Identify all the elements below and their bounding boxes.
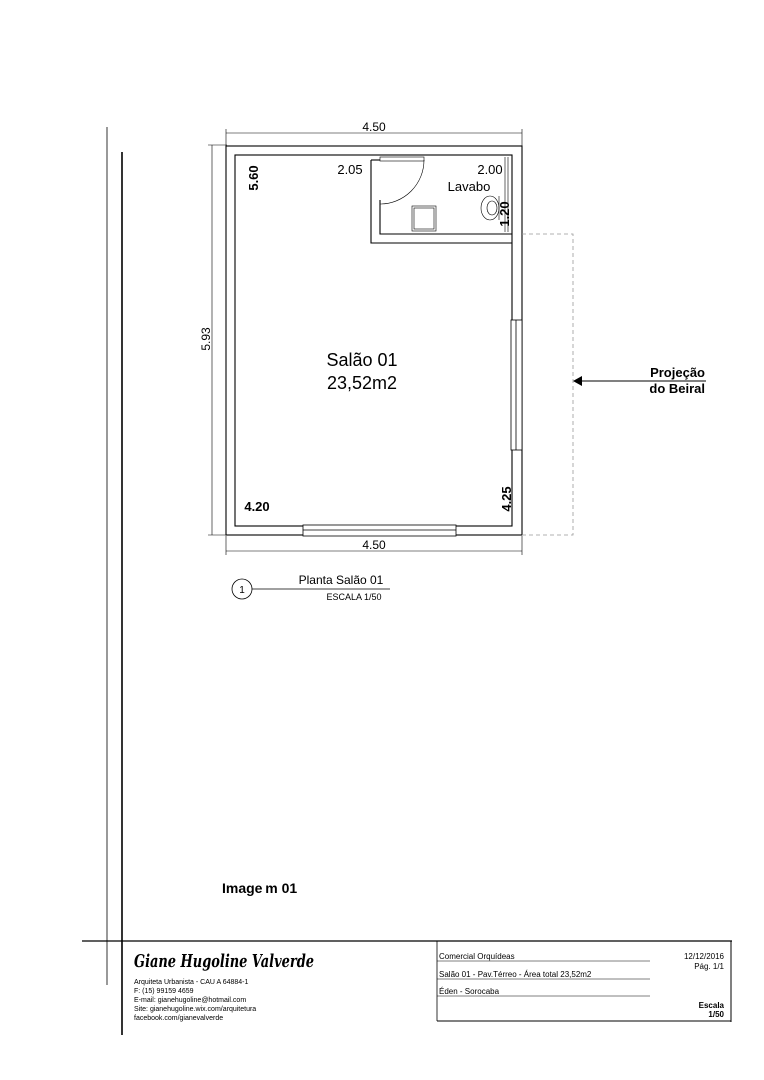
dim-top-label: 4.50	[362, 120, 386, 134]
caption-number: 1	[239, 585, 245, 596]
architect-info-line2: F: (15) 99159 4659	[134, 988, 194, 995]
page-number: Pág. 1/1	[694, 962, 724, 971]
architect-info-line5: facebook.com/gianevalverde	[134, 1015, 224, 1022]
image-label: Image m 01	[222, 880, 298, 896]
room-name: Salão 01	[326, 350, 398, 370]
lavabo-width-label: 1.20	[497, 201, 512, 227]
caption-title: Planta Salão 01	[298, 573, 384, 587]
dim-bottom-label: 4.50	[362, 538, 386, 552]
inner-wall	[235, 155, 512, 526]
dim-left-label: 5.93	[199, 327, 213, 351]
walls	[226, 146, 522, 535]
architect-name: Giane Hugoline Valverde	[134, 951, 314, 972]
sink-cabinet	[412, 206, 436, 231]
project-description: Salão 01 - Pav.Térreo - Área total 23,52m2	[439, 970, 592, 979]
front-window	[303, 525, 456, 536]
architect-info-line4: Site: gianehugoline.wix.com/arquitetura	[134, 1006, 257, 1013]
eave-projection	[522, 234, 573, 535]
lavabo-label: Lavabo	[447, 179, 491, 194]
architect-info-line1: Arquiteta Urbanista - CAU A 64884-1	[134, 979, 249, 986]
inner-top-left-label: 2.05	[337, 162, 363, 177]
projection-label-line2: do Beiral	[649, 381, 705, 396]
scale-label: Escala	[698, 1001, 724, 1010]
inner-left-top-label: 5.60	[246, 165, 261, 191]
room-area: 23,52m2	[326, 373, 398, 393]
architect-info-line3: E-mail: gianehugoline@hotmail.com	[134, 997, 247, 1004]
inner-right-bottom-label: 4.25	[499, 486, 514, 512]
caption-scale: ESCALA 1/50	[326, 592, 382, 602]
project-location: Éden - Sorocaba	[439, 987, 500, 996]
scale-value: 1/50	[708, 1010, 724, 1019]
projection-label-line1: Projeção	[650, 365, 705, 380]
lavabo-door	[380, 157, 424, 204]
project-name: Comercial Orquídeas	[439, 952, 515, 961]
inner-top-right-label: 2.00	[477, 162, 503, 177]
outer-wall	[226, 146, 522, 535]
inner-bottom-left-label: 4.20	[244, 499, 270, 514]
project-date: 12/12/2016	[683, 952, 724, 961]
side-door	[511, 320, 522, 450]
